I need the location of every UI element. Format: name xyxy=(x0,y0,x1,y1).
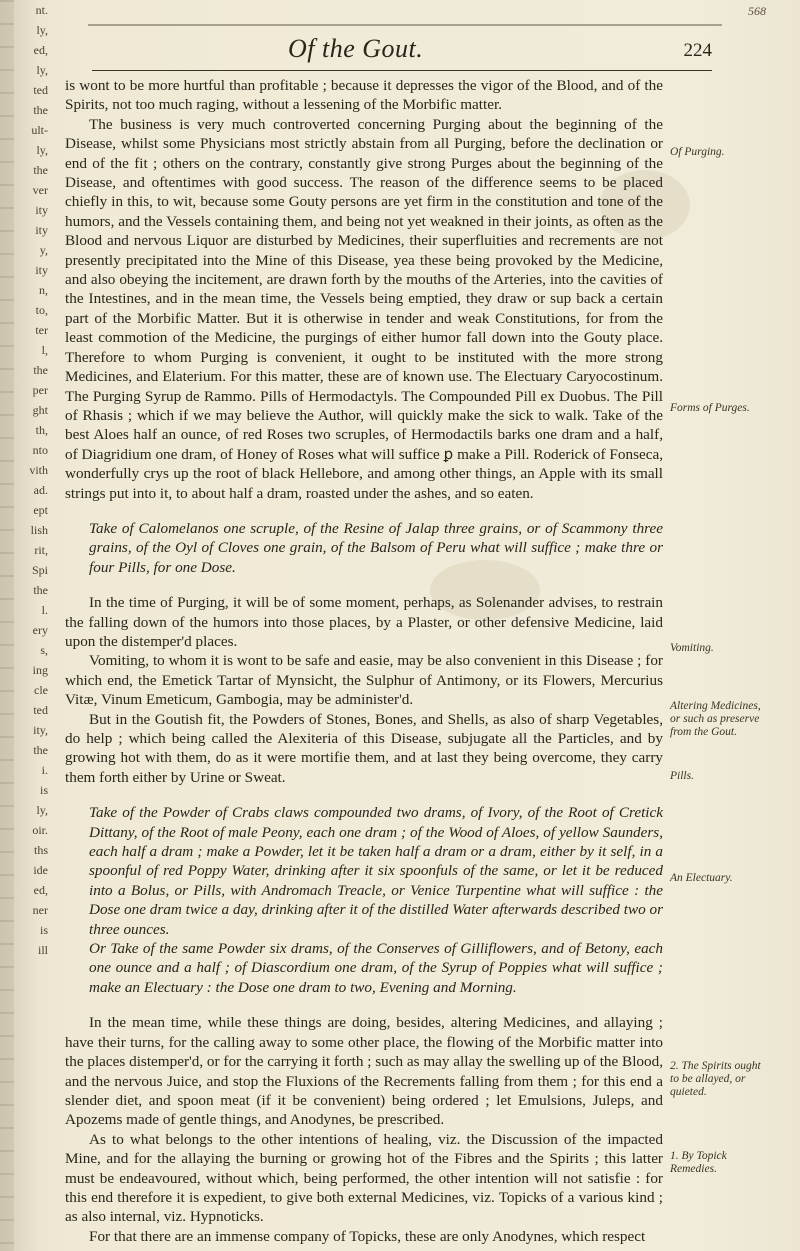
bleed-fragment: ths xyxy=(33,843,48,857)
paragraph: In the time of Purging, it will be of some moment, perhaps, as Solenander advises, to restrain the falling down of the humors into those places, by a Plaster, or other defensive Medicine, laid upon the distemper'd places. xyxy=(65,594,663,650)
running-title: Of the Gout. xyxy=(288,34,424,63)
page-header xyxy=(92,34,712,70)
bleed-fragment: ad. xyxy=(33,483,48,497)
bleed-fragment: nt. xyxy=(35,3,48,17)
margin-note: Pills. xyxy=(670,770,694,782)
page-number: 224 xyxy=(683,40,712,61)
paragraph: Vomiting, to whom it is wont to be safe and easie, may be also convenient in this Disease ; for which end, the Emetick Tartar of Mynsicht, the Sulphur of Antimony, or its Flowers, Mercurius Vitæ, Vinum Emeticum, Gambogia, may be administer'd. xyxy=(65,652,663,709)
bleed-fragment: ly, xyxy=(36,63,48,77)
bleed-fragment: n, xyxy=(39,283,48,297)
bleed-fragment: ity xyxy=(35,263,48,277)
bleed-fragment: the xyxy=(33,743,48,757)
bleed-fragment: the xyxy=(33,163,48,177)
margin-note: Of Purging. xyxy=(670,146,725,158)
bleed-fragment: cle xyxy=(34,683,48,697)
bleed-fragment: the xyxy=(33,583,48,597)
bleed-fragment: ept xyxy=(33,503,48,517)
bleed-fragment: ly, xyxy=(36,143,48,157)
body-text xyxy=(65,76,663,1246)
bleed-fragment: ted xyxy=(33,83,48,97)
bleed-fragment: l. xyxy=(41,603,48,617)
bleed-fragment: is xyxy=(39,783,48,797)
bleed-fragment: ide xyxy=(33,863,48,877)
binding-gutter xyxy=(0,0,14,1251)
recipe-paragraph: Take of Calomelanos one scruple, of the Resine of Jalap three grains, or of Scammony three grains, of the Oyl of Cloves one grain, of the Balsom of Peru what will suffice ; make thre or four Pills, for one Dose. xyxy=(89,519,663,576)
bleed-fragment: ed, xyxy=(33,883,48,897)
bleed-fragment: ill xyxy=(37,943,48,957)
margin-note: 1. By Topick Remedies. xyxy=(670,1150,727,1175)
bleed-fragment: ery xyxy=(32,623,48,637)
bleed-fragment: s, xyxy=(40,643,48,657)
bleed-fragment: ly, xyxy=(36,803,48,817)
bleed-fragment: ed, xyxy=(33,43,48,57)
paragraph: The business is very much controverted concerning Purging about the beginning of the Disease, whilst some Physicians most strictly abstain from all Purging, before the declination or end of the fit ; others on the contrary, constantly give strong Purges about the beginning of the Disease, and oftentimes with good success. The reason of the difference seems to be placed chiefly in this, to wit, because some Gouty persons are yet firm in the constitution and tone of the humors, and the Vessels containing them, and being not yet weakned in their joints, as often as the Blood and nervous Liquor are disturbed by Medicines, their superfluities and recrements are not presently precipitated into the Mine of this Disease, yea these being provoked by the Medicine, and also obeying the incitement, are drawn forth by the mouths of the Arteries, into the cavities of the Intestines, and in the mean time, the Vessels being emptied, they draw or sup back a certain part of the Morbific Matter. But it is otherwise in tender and weak Constitutions, for from the least commotion of the Medicine, the purgings of either humor fall down into the Gouty place. Therefore to whom Purging is convenient, it ought to be instituted with the more strong Medicines, and Elaterium. For this matter, these are of known use. The Electuary Caryocostinum. The Purging Syrup de Rammo. Pills of Hermodactyls. The Compounded Pill ex Duobus. The Pill of Rhasis ; which if we may believe the Author, will quickly make the sick to walk. Take of the best Aloes half an ounce, of red Roses two scruples, of Hermodactils barks one dram and a half, of Diagridium one dram, of Honey of Roses what will suffice ꝑ make a Pill. Roderick of Fonseca, wonderfully crys up the root of black Hellebore, and among other things, an Apple with its small strings put into it, to about half a dram, roasted under the ashes, and so eaten. xyxy=(65,115,663,502)
top-rule xyxy=(88,24,722,26)
paragraph: is wont to be more hurtful than profitable ; because it depresses the vigor of the Blood, and of the Spirits, not too much raging, without a lessening of the Morbific matter. xyxy=(65,77,663,114)
recipe-paragraph: Or Take of the same Powder six drams, of the Conserves of Gilliflowers, and of Betony, each one ounce and a half ; of Diascordium one dram, of the Syrup of Poppies what will suffice ; make an Electuary : the Dose one dram to two, Evening and Morning. xyxy=(89,940,663,996)
facing-page-bleed xyxy=(14,0,54,1251)
bleed-fragment: nto xyxy=(32,443,48,457)
bleed-fragment: oir. xyxy=(32,823,48,837)
bleed-fragment: lish xyxy=(30,523,48,537)
bleed-fragment: the xyxy=(33,363,48,377)
paragraph: As to what belongs to the other intentions of healing, viz. the Discussion of the impacted Mine, and for the allaying the burning or growing hot of the Fibres and the Spirits ; this latter must be endeavoured, without which, being performed, the other intention will not satisfie : for this end therefore it is expedient, to give both external Medicines, viz. Topicks of a various kind ; as also internal, viz. Hypnoticks. xyxy=(65,1130,663,1226)
bleed-fragment: ing xyxy=(32,663,48,677)
margin-note: 2. The Spirits ought to be allayed, or quieted. xyxy=(670,1060,761,1098)
bleed-fragment: ity xyxy=(35,203,48,217)
bleed-fragment: i. xyxy=(41,763,48,777)
paragraph: For that there are an immense company of Topicks, these are only Anodynes, which respect xyxy=(89,1227,646,1245)
margin-note: Vomiting. xyxy=(670,642,714,654)
bleed-fragment: rit, xyxy=(34,543,48,557)
margin-note: An Electuary. xyxy=(670,872,733,884)
bleed-fragment: ver xyxy=(32,183,48,197)
paragraph: In the mean time, while these things are doing, besides, altering Medicines, and allaying ; have their turns, for the calling away to some other place, the flowing of the Morbific matter into the places distemper'd, or for the carrying it forth ; such as may allay the swelling up of the Blood, and the nervous Juice, and stop the Fluxions of the Recrements falling from them ; for this end a slender diet, and spoon meat (if it be convenient) being ordered ; let Emulsions, Juleps, and Apozems made of gentle things, and Anodynes, be prescribed. xyxy=(65,1014,663,1129)
bleed-fragment: ity xyxy=(35,223,48,237)
bleed-fragment: l, xyxy=(41,343,48,357)
bleed-fragment: is xyxy=(39,923,48,937)
bleed-fragment: per xyxy=(32,383,48,397)
bleed-fragment: the xyxy=(33,103,48,117)
bleed-fragment: ity, xyxy=(33,723,48,737)
folio-mark: 568 xyxy=(748,4,766,18)
bleed-fragment: y, xyxy=(39,243,48,257)
bleed-fragment: ult- xyxy=(31,123,48,137)
bleed-fragment: Spi xyxy=(31,563,48,577)
header-rule xyxy=(92,70,712,71)
bleed-fragment: ght xyxy=(32,403,48,417)
bleed-fragment: to, xyxy=(35,303,48,317)
margin-note: Altering Medicines, or such as preserve from the Gout. xyxy=(670,700,761,738)
bleed-fragment: ly, xyxy=(36,23,48,37)
recipe-paragraph: Take of the Powder of Crabs claws compounded two drams, of Ivory, of the Root of Cretick Dittany, of the Root of male Peony, each one dram ; of the Wood of Aloes, of yellow Saunders, each half a dram ; make a Powder, let it be taken half a dram or a dram, either by it self, in a spoonful of red Poppy Water, drinking after it six spoonfuls of the same, or let it be reduced into a Bolus, or Pills, with Andromach Treacle, or Venice Turpentine what will suffice : the Dose one dram twice a day, drinking after it of the distilled Water afterwards described two or three ounces. xyxy=(89,804,663,938)
bleed-fragment: ter xyxy=(35,323,48,337)
bleed-fragment: vith xyxy=(29,463,48,477)
bleed-fragment: th, xyxy=(35,423,48,437)
margin-note: Forms of Purges. xyxy=(670,402,750,414)
bleed-fragment: ted xyxy=(33,703,48,717)
paragraph: But in the Goutish fit, the Powders of Stones, Bones, and Shells, as also of sharp Vegetables, do help ; which being called the Alexiteria of this Disease, subjugate all the Particles, and by growing hot with them, do as it were mortifie them, and at last they being overcome, they carry them forth either by Urine or Sweat. xyxy=(65,710,663,786)
bleed-fragment: ner xyxy=(32,903,48,917)
